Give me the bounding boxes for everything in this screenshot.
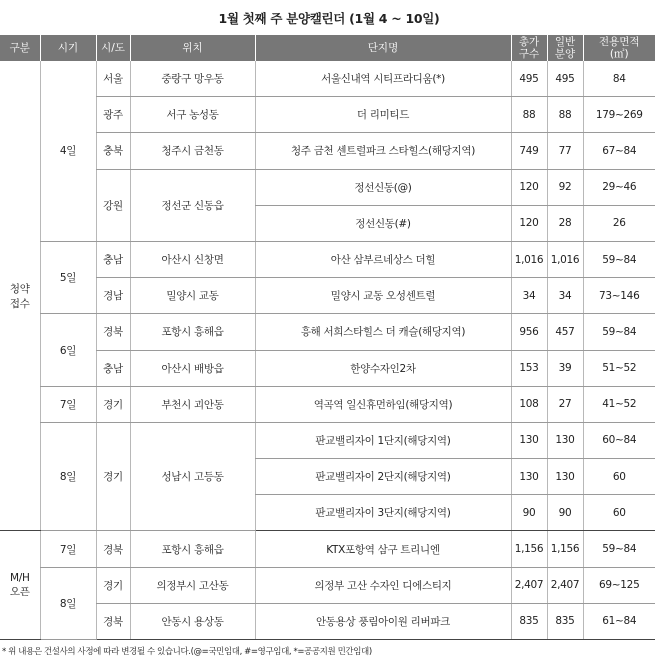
date-cell: 7일 [40,386,96,422]
table-row [0,603,655,639]
complex-cell: 한양수자인2차 [255,350,511,386]
page-title: 1월 첫째 주 분양캘린더 (1월 4 ~ 10일) [218,11,440,26]
total-cell: 495 [511,61,547,97]
location-cell: 포항시 흥해읍 [130,314,255,350]
total-cell: 88 [511,97,547,133]
location-cell: 중랑구 망우동 [130,61,255,97]
header-complex: 단지명 [255,35,511,61]
region-cell: 광주 [96,97,130,133]
location-cell: 안동시 용상동 [130,603,255,639]
general-cell: 27 [547,386,583,422]
total-cell: 153 [511,350,547,386]
total-cell: 130 [511,422,547,458]
area-cell: 60 [583,459,655,495]
table-row [0,241,655,277]
region-cell: 경북 [96,603,130,639]
general-cell: 1,016 [547,241,583,277]
region-cell: 충남 [96,350,130,386]
total-cell: 108 [511,386,547,422]
area-cell: 84 [583,61,655,97]
area-cell: 69~125 [583,567,655,603]
region-cell: 서울 [96,61,130,97]
location-cell: 정선군 신동읍 [130,169,255,241]
complex-cell: KTX포항역 삼구 트리니엔 [255,531,511,567]
location-cell: 부천시 괴안동 [130,386,255,422]
table-row [0,350,655,386]
general-cell: 2,407 [547,567,583,603]
header-area: 전용면적 (㎡) [583,35,655,61]
complex-cell: 흥해 서희스타힐스 더 캐슬(해당지역) [255,314,511,350]
footnote: * 위 내용은 건설사의 사정에 따라 변경될 수 있습니다.(@=국민임대, #=영구임대, *=공공지원 민간임대) [2,647,372,657]
location-cell: 포항시 흥해읍 [130,531,255,567]
general-cell: 39 [547,350,583,386]
area-cell: 67~84 [583,133,655,169]
total-cell: 34 [511,278,547,314]
general-cell: 90 [547,495,583,531]
total-cell: 2,407 [511,567,547,603]
complex-cell: 더 리미티드 [255,97,511,133]
total-cell: 956 [511,314,547,350]
header-row [0,35,655,61]
sales-calendar-table [0,35,655,640]
total-cell: 1,016 [511,241,547,277]
area-cell: 61~84 [583,603,655,639]
table-row [0,169,655,205]
location-cell: 아산시 배방읍 [130,350,255,386]
location-cell: 아산시 신창면 [130,241,255,277]
complex-cell: 정선신동(#) [255,205,511,241]
location-cell: 밀양시 교동 [130,278,255,314]
complex-cell: 안동용상 풍림아이원 리버파크 [255,603,511,639]
area-cell: 26 [583,205,655,241]
date-cell: 4일 [40,61,96,241]
general-cell: 92 [547,169,583,205]
general-cell: 77 [547,133,583,169]
area-cell: 73~146 [583,278,655,314]
area-cell: 29~46 [583,169,655,205]
total-cell: 835 [511,603,547,639]
complex-cell: 정선신동(@) [255,169,511,205]
header-location: 위치 [130,35,255,61]
region-cell: 경남 [96,278,130,314]
area-cell: 60~84 [583,422,655,458]
table-row [0,133,655,169]
category-subscription: 청약 접수 [0,61,40,531]
header-category: 구분 [0,35,40,61]
table-row [0,531,655,567]
table-row [0,386,655,422]
date-cell: 6일 [40,314,96,386]
general-cell: 835 [547,603,583,639]
general-cell: 130 [547,422,583,458]
complex-cell: 판교밸리자이 2단지(해당지역) [255,459,511,495]
table-row [0,61,655,97]
location-cell: 서구 농성동 [130,97,255,133]
date-cell: 5일 [40,241,96,313]
location-cell: 성남시 고등동 [130,422,255,531]
location-cell: 의정부시 고산동 [130,567,255,603]
region-cell: 충북 [96,133,130,169]
region-cell: 경북 [96,531,130,567]
total-cell: 1,156 [511,531,547,567]
header-date: 시기 [40,35,96,61]
area-cell: 59~84 [583,531,655,567]
table-row [0,567,655,603]
complex-cell: 역곡역 일신휴먼하임(해당지역) [255,386,511,422]
area-cell: 60 [583,495,655,531]
total-cell: 120 [511,205,547,241]
area-cell: 59~84 [583,314,655,350]
location-cell: 청주시 금천동 [130,133,255,169]
header-total: 총가 구수 [511,35,547,61]
complex-cell: 밀양시 교동 오성센트럴 [255,278,511,314]
general-cell: 130 [547,459,583,495]
region-cell: 강원 [96,169,130,241]
table-row [0,97,655,133]
date-cell: 8일 [40,422,96,531]
table-row [0,314,655,350]
category-mh-open: M/H 오픈 [0,531,40,640]
general-cell: 28 [547,205,583,241]
general-cell: 34 [547,278,583,314]
region-cell: 경기 [96,422,130,531]
total-cell: 90 [511,495,547,531]
general-cell: 1,156 [547,531,583,567]
region-cell: 경북 [96,314,130,350]
date-cell: 8일 [40,567,96,639]
general-cell: 457 [547,314,583,350]
complex-cell: 서울신내역 시티프라디움(*) [255,61,511,97]
total-cell: 120 [511,169,547,205]
total-cell: 749 [511,133,547,169]
header-region: 시/도 [96,35,130,61]
general-cell: 495 [547,61,583,97]
date-cell: 7일 [40,531,96,567]
region-cell: 경기 [96,386,130,422]
table-row [0,422,655,458]
area-cell: 51~52 [583,350,655,386]
complex-cell: 의정부 고산 수자인 디에스티지 [255,567,511,603]
area-cell: 59~84 [583,241,655,277]
region-cell: 충남 [96,241,130,277]
complex-cell: 판교밸리자이 1단지(해당지역) [255,422,511,458]
header-general: 일반 분양 [547,35,583,61]
table-row [0,278,655,314]
region-cell: 경기 [96,567,130,603]
complex-cell: 청주 금천 센트럴파크 스타힐스(해당지역) [255,133,511,169]
area-cell: 179~269 [583,97,655,133]
complex-cell: 아산 삼부르네상스 더힐 [255,241,511,277]
general-cell: 88 [547,97,583,133]
total-cell: 130 [511,459,547,495]
complex-cell: 판교밸리자이 3단지(해당지역) [255,495,511,531]
area-cell: 41~52 [583,386,655,422]
